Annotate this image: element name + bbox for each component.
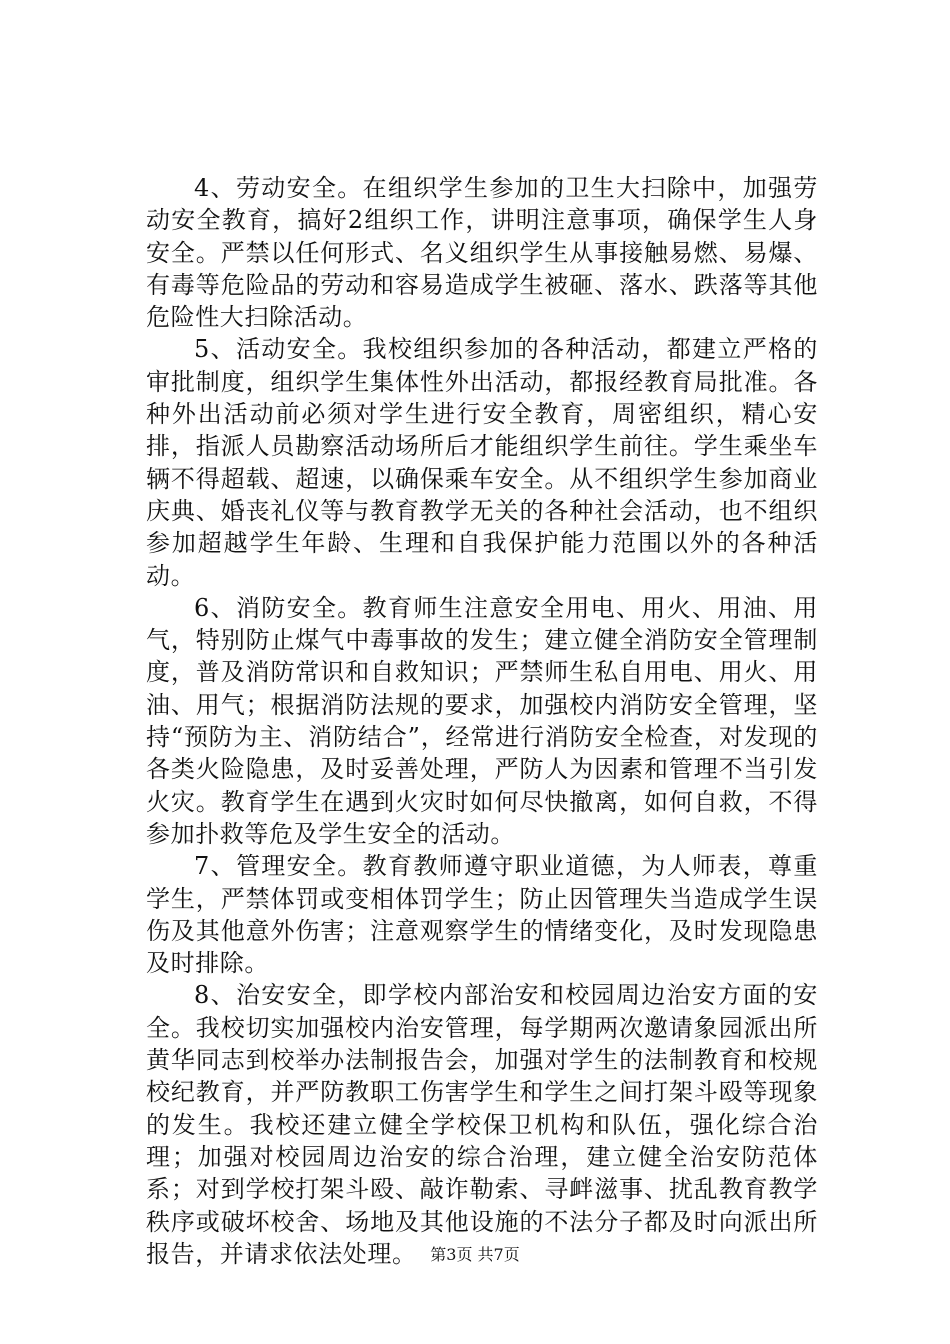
paragraph-fire-safety: 6、消防安全。教育师生注意安全用电、用火、用油、用气，特别防止煤气中毒事故的发生；建立健全消防安全管理制度，普及消防常识和自救知识；严禁师生私自用电、用火、用油、用气；根据消防法规的要求，加强校内消防安全管理，坚持“预防为主、消防结合”，经常进行消防安全检查，对发现的各类火险隐患，及时妥善处理，严防人为因素和管理不当引发火灾。教育学生在遇到火灾时如何尽快撤离，如何自救，不得参加扑救等危及学生安全的活动。 bbox=[146, 593, 818, 848]
document-body bbox=[146, 172, 818, 1270]
paragraph-management-safety: 7、管理安全。教育教师遵守职业道德，为人师表，尊重学生，严禁体罚或变相体罚学生；防止因管理失当造成学生误伤及其他意外伤害；注意观察学生的情绪变化，及时发现隐患及时排除。 bbox=[146, 852, 818, 978]
paragraph-public-security: 8、治安安全，即学校内部治安和校园周边治安方面的安全。我校切实加强校内治安管理，每学期两次邀请象园派出所黄华同志到校举办法制报告会，加强对学生的法制教育和校规校纪教育，并严防教职工伤害学生和学生之间打架斗殴等现象的发生。我校还建立健全学校保卫机构和队伍，强化综合治理；加强对校园周边治安的综合治理，建立健全治安防范体系；对到学校打架斗殴、敲诈勒索、寻衅滋事、扰乱教育教学秩序或破坏校舍、场地及其他设施的不法分子都及时向派出所报告，并请求依法处理。 bbox=[146, 981, 818, 1268]
paragraph-activity-safety: 5、活动安全。我校组织参加的各种活动，都建立严格的审批制度，组织学生集体性外出活动，都报经教育局批准。各种外出活动前必须对学生进行安全教育，周密组织，精心安排，指派人员勘察活动场所后才能组织学生前往。学生乘坐车辆不得超载、超速，以确保乘车安全。从不组织学生参加商业庆典、婚丧礼仪等与教育教学无关的各种社会活动，也不组织参加超越学生年龄、生理和自我保护能力范围以外的各种活动。 bbox=[146, 335, 818, 590]
page-number-footer: 第3页 共7页 bbox=[430, 1245, 520, 1264]
paragraph-labor-safety: 4、劳动安全。在组织学生参加的卫生大扫除中，加强劳动安全教育，搞好2组织工作，讲明注意事项，确保学生人身安全。严禁以任何形式、名义组织学生从事接触易燃、易爆、有毒等危险品的劳动和容易造成学生被砸、落水、跌落等其他危险性大扫除活动。 bbox=[146, 174, 818, 332]
